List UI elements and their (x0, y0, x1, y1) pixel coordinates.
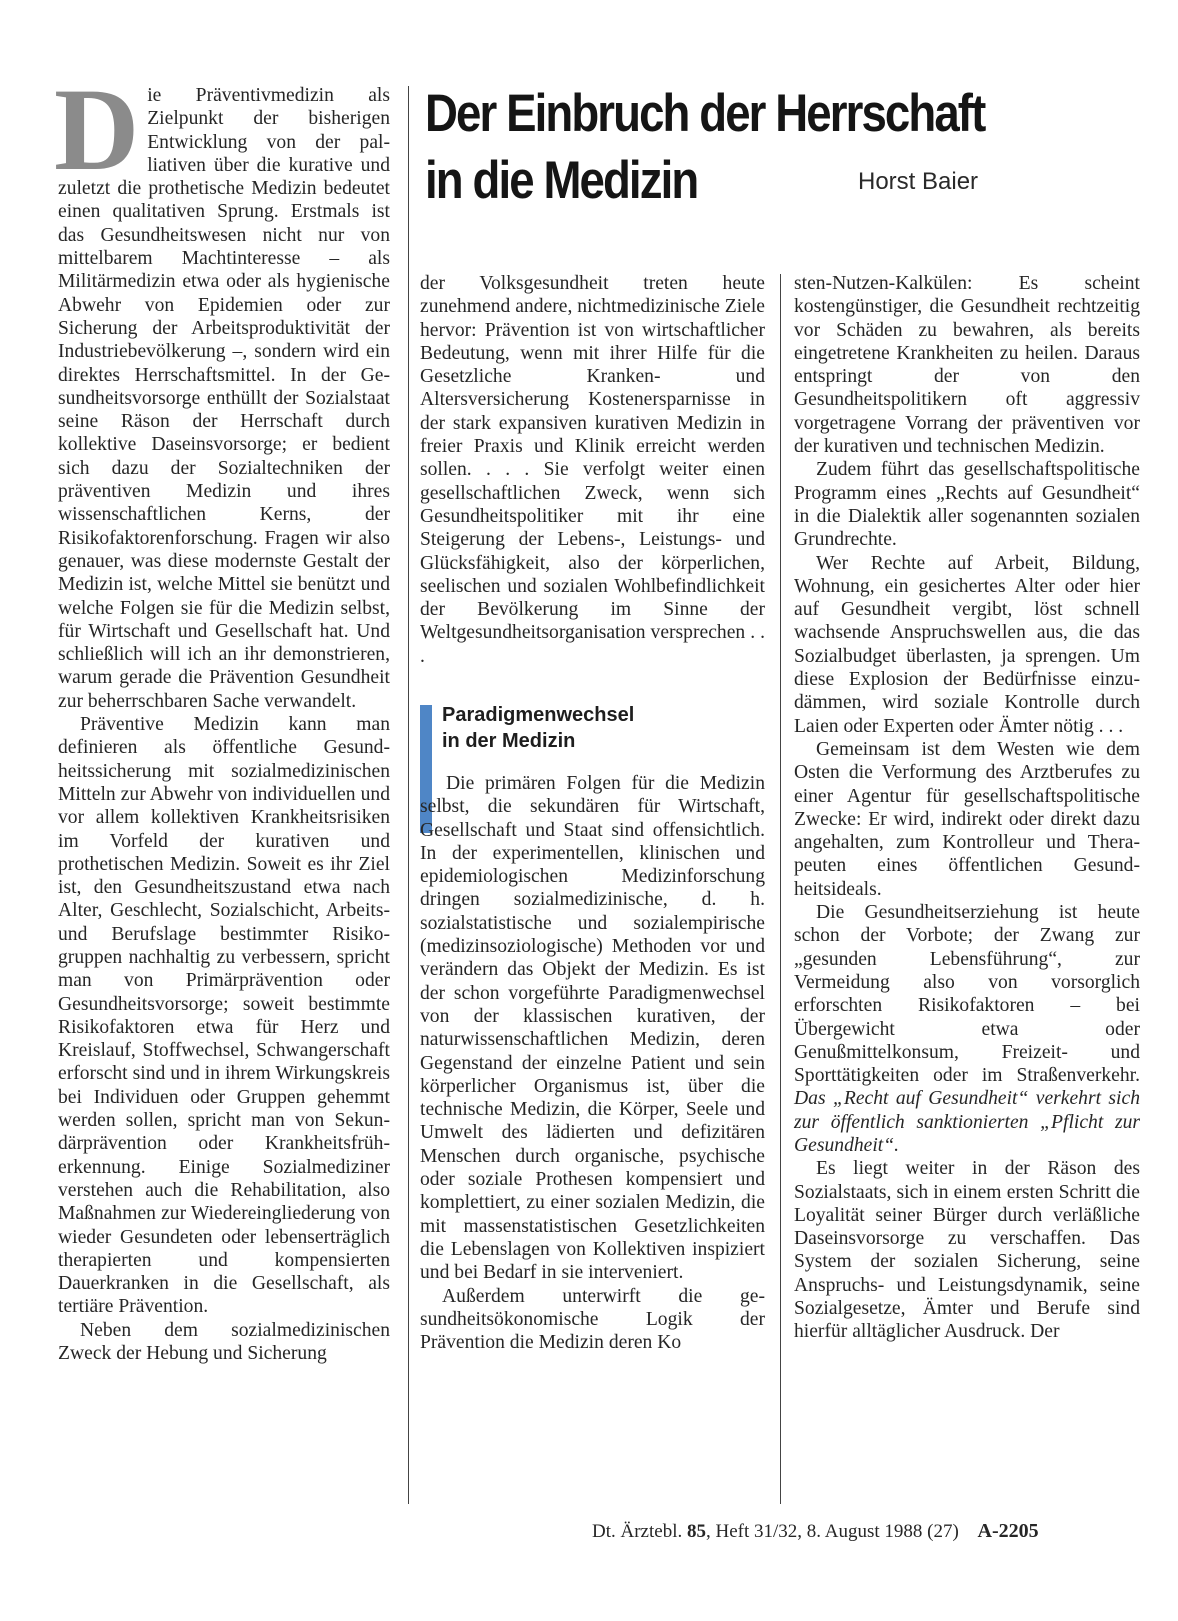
paragraph (54, 64, 390, 713)
paragraph: Wer Rechte auf Arbeit, Bildung, Wohnung, ein gesichertes Alter oder hier auf Gesundheit vergibt, löst schnell wachsende Anspruchswellen aus, die das Sozialbudget überlasten, ja sprengen. Um diese Explosion der Bedürfnisse einzudämmen, wird soziale Kontrolle durch Laien oder Experten oder Ämter nötig . . . (794, 552, 1140, 737)
text-column-3 (794, 272, 1140, 1344)
volume-number: 85 (686, 1521, 706, 1542)
page-number: A-2205 (977, 1520, 1039, 1542)
column-divider-1 (408, 86, 409, 1504)
text-column-2 (420, 272, 765, 668)
paragraph (794, 901, 1140, 1157)
paragraph: Es liegt weiter in der Räson des Sozialstaats, sich in einem ersten Schritt die Loyalität seiner Bürger durch verläßliche Daseinsvorsorge zu verschaffen. Das System der sozialen Sicherung, seine Anspruchs- und Leistungsdynamik, seine Sozialgesetze, Ämter und Berufe sind hierfür alltäglicher Ausdruck. Der (794, 1158, 1140, 1343)
paragraph: Gemeinsam ist dem Westen wie dem Osten die Verformung des Arztberufes zu einer Agentur für gesellschaftspolitische Zwecke: Er wird, indirekt oder direkt dazu angehalten, zum Kontrolleur und Therapeuten eines öffentlichen Gesundheitsideals. (794, 738, 1140, 900)
section-heading-line-1: Paradigmenwechsel (442, 704, 635, 726)
paragraph: sten-Nutzen-Kalkülen: Es scheint kostengünstiger, die Gesundheit rechtzeitig vor Schäden zu bewahren, als bereits eingetretene Krankheiten zu heilen. Daraus entspringt der von den Gesundheitspolitikern oft aggressiv vorgetragene Vorrang der präventiven vor der kurativen und technischen Medizin. (794, 273, 1140, 458)
section-heading-line-2: in der Medizin (442, 730, 576, 752)
text-column-1 (54, 64, 390, 1365)
paragraph: Außerdem unterwirft die gesundheitsökonomische Logik der Prävention die Medizin deren Ko (420, 1285, 765, 1354)
paragraph: Die primären Folgen für die Medizin selbst, die sekundären für Wirtschaft, Gesellschaft und Staat sind offensichtlich. In der experimentellen, klinischen und epidemiologischen Medizinforschung dringen sozialmedizinische, d. h. sozialstatistische und sozialempirische (medizinsoziologische) Methoden vor und verändern das Objekt der Medizin. Es ist der schon vorgeführte Paradigmenwechsel von der klassischen kurativen, der naturwissenschaftlichen Medizin, deren Gegenstand der einzelne Patient und sein körperlicher Organismus ist, über die technische Medizin, die Körper, Seele und Umwelt des lädierten und defizitären Menschen durch organische, psychische oder soziale Prothesen kompensiert und komplettiert, zu einer sozialen Medizin, die mit massenstatistischen Gesetzlichkeiten die Lebenslagen von Kollektiven inspiziert und bei Bedarf in sie interveniert. (420, 773, 765, 1284)
page-footer (592, 1520, 1039, 1543)
paragraph: Neben dem sozialmedizinischen Zweck der Hebung und Sicherung (58, 1319, 390, 1365)
paragraph: Präventive Medizin kann man definieren als öffentliche Gesundheitssicherung mit sozialmedizinischen Mitteln zur Abwehr von individuellen und vor allem kollektiven Krankheitsrisiken im Vorfeld der kurativen und prothetischen Medizin. Soweit es ihr Ziel ist, den Gesundheitszustand etwa nach Alter, Geschlecht, Sozialschicht, Arbeits- und Berufslage bestimmter Risikogruppen nachhaltig zu verbessern, spricht man von Primärprävention oder Gesundheitsvorsorge; soweit bestimmte Risikofaktoren etwa für Herz und Kreislauf, Stoffwechsel, Schwangerschaft erforscht sind und in ihrem Wirkungskreis bei Individuen oder Gruppen gehemmt werden sollen, spricht man von Sekundärprävention oder Krankheitsfrüherkennung. Einige Sozialmediziner verstehen auch die Rehabilitation, also Maßnahmen zur Wiedereingliederung von wieder Gesundeten oder lebenserträglich therapierten und kompensierten Dauerkranken in die Gesellschaft, als tertiäre Prävention. (58, 714, 390, 1318)
section-heading-text (442, 702, 634, 754)
paragraph-text: Die Gesundheitserziehung ist heute schon der Vorbote; der Zwang zur „gesunden Lebensführung“, zur Vermeidung also von vorsorglich erforschten Risikofaktoren – bei Übergewicht etwa oder Genußmittelkonsum, Freizeit- und Sporttätigkeiten oder im Straßenverkehr. (794, 902, 1140, 1087)
column-divider-2 (780, 274, 781, 1504)
drop-cap: D (54, 64, 140, 195)
author-name: Horst Baier (858, 168, 979, 195)
italic-quote: Das „Recht auf Gesundheit“ verkehrt sich zur öffentlich sanktionierten „Pflicht zur Gesundheit“. (794, 1088, 1140, 1156)
paragraph: der Volksgesundheit treten heute zunehmend andere, nichtmedizinische Ziele hervor: Prävention ist von wirtschaftlicher Bedeutung, wenn mit ihrer Hilfe für die Gesetzliche Kranken- und Altersversicherung Kostenersparnisse in der stark expansiven kurativen Medizin in freier Praxis und Klinik erreicht werden sollen. . . . Sie verfolgt weiter einen gesellschaftlichen Zweck, wenn sich Gesundheitspolitiker mit ihr eine Steigerung der Lebens-, Leistungs- und Glücksfähigkeit, also der körperlichen, seelischen und sozialen Wohlbefindlichkeit der Bevölkerung im Sinne der Weltgesundheitsorganisation versprechen . . . (420, 273, 765, 667)
issue-info: , Heft 31/32, 8. August 1988 (27) (705, 1521, 959, 1542)
title-line-1: Der Einbruch der Herrschaft (425, 84, 985, 143)
paragraph: Zudem führt das gesellschaftspolitische Programm eines „Rechts auf Gesundheit“ in die Dialektik aller sogenannten sozialen Grundrechte. (794, 459, 1140, 551)
journal-name: Dt. Ärztebl. (592, 1521, 683, 1542)
paragraph-text: ie Präventivmedizin als Zielpunkt der bisherigen Entwicklung von der palliativen über die kurative und zuletzt die prothetische Medizin bedeutet einen qualitativen Sprung. Erstmals ist das Gesundheitswesen nicht nur von mittelbarem Machtinteresse – als Militärmedizin etwa oder als hygienische Abwehr von Epidemien oder zur Sicherung der Arbeitsproduktivität der Industriebevölkerung –, sondern wird ein direktes Herrschaftsmittel. In der Gesundheitsvorsorge enthüllt der Sozialstaat seine Räson der Herrschaft durch kollektive Daseinsvorsorge; er bedient sich dazu der Sozialtechniken der präventiven Medizin und ihres wissenschaftlichen Kerns, der Risikofaktorenforschung. Fragen wir also genauer, was diese modernste Gestalt der Medizin ist, welche Mittel sie benützt und welche Folgen sie für die Medizin selbst, für Wirtschaft und Gesellschaft hat. Und schließlich will ich an ihr demonstrieren, warum gerade die Prävention Gesundheit zur beherrschbaren Sache verwandelt. (58, 85, 390, 712)
title-line-2: in die Medizin (425, 151, 698, 210)
text-column-2-continued (420, 772, 765, 1354)
